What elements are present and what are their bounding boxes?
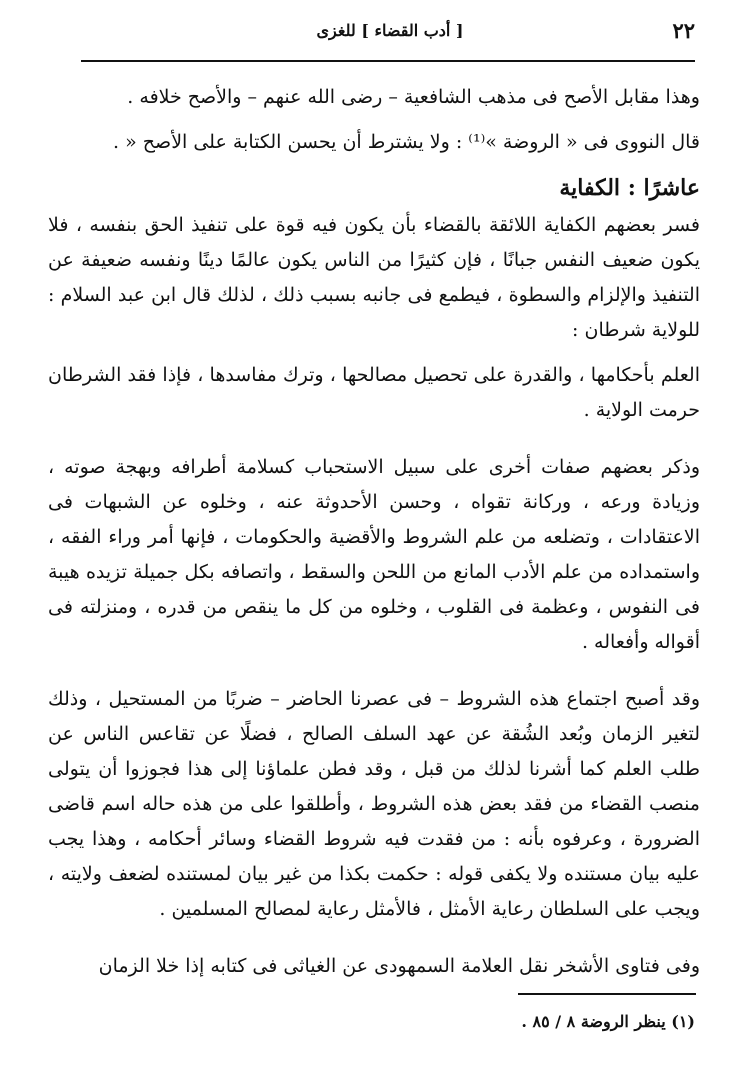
running-title: [ أدب القضاء ] للغزى: [316, 21, 464, 40]
header-rule: [81, 60, 695, 62]
paragraph-kifaya-definition: فسر بعضهم الكفاية اللائقة بالقضاء بأن يكون فيه قوة على تنفيذ الحق بنفسه ، فلا يكون ضعيف النفس جبانًا ، فإن كثيرًا من الناس يكون عالمًا دينًا ونفسه ضعيفة عن التنفيذ والإلزام والسطوة ، فيطمع فى جانبه بسبب ذلك ، لذلك قال ابن عبد السلام : للولاية شرطان :: [48, 214, 700, 341]
paragraph-two-conditions: العلم بأحكامها ، والقدرة على تحصيل مصالحها ، وترك مفاسدها ، فإذا فقد الشرطان حرمت الولاية .: [48, 364, 700, 421]
paragraph-nawawi-quote: قال النووى فى « الروضة »⁽¹⁾ : ولا يشترط أن يحسن الكتابة على الأصح « .: [113, 131, 700, 153]
paragraph-recommended-qualities: وذكر بعضهم صفات أخرى على سبيل الاستحباب كسلامة أطرافه وبهجة صوته ، وزيادة ورعه ، وركانة تقواه ، وحسن الأحدوثة عنه ، وخلوه عن الشبهات فى الاعتقادات ، وتضلعه من علم الشروط والأقضية والحكومات ، فإنها أمر وراء الفقه ، واستمداده من علم الأدب المانع من اللحن والسقط ، واتصافه بكل جميلة تزيده هيبة فى النفوس ، وعظمة فى القلوب ، وخلوه من كل ما ينقص من قدره ، ومنزلته فى أقواله وأفعاله .: [48, 456, 700, 653]
paragraph-shafii-view: وهذا مقابل الأصح فى مذهب الشافعية – رضى الله عنهم – والأصح خلافه .: [127, 86, 700, 108]
page-header: [85, 18, 695, 48]
footnote-rule: [518, 993, 696, 995]
page-body: [48, 80, 700, 994]
paragraph-fatawa-ashkhar: وفى فتاوى الأشخر نقل العلامة السمهودى عن الغياثى فى كتابه إذا خلا الزمان: [98, 955, 700, 977]
paragraph-qadi-darura: وقد أصبح اجتماع هذه الشروط – فى عصرنا الحاضر – ضربًا من المستحيل ، وذلك لتغير الزمان وبُعد الشُقة عن عهد السلف الصالح ، فضلًا عن تقاعس الناس عن طلب العلم كما أشرنا لذلك من قبل ، وقد فطن علماؤنا إلى هذا فجوزوا أن يتولى منصب القضاء من فقد بعض هذه الشروط ، وأطلقوا على من هذه حاله اسم قاضى الضرورة ، وعرفوه بأنه : من فقدت فيه شروط القضاء وسائر أحكامه ، وهذا يجب عليه بيان مستنده ولا يكفى قوله : حكمت بكذا من غير بيان لمستنده لضعف ولايته ، ويجب على السلطان رعاية الأمثل ، فالأمثل رعاية لمصالح المسلمين .: [48, 688, 700, 920]
section-heading: عاشرًا : الكفاية: [559, 175, 700, 201]
page-number: ٢٢: [672, 18, 695, 43]
footnote: (١) ينظر الروضة ٨ / ٨٥ .: [521, 1012, 695, 1031]
